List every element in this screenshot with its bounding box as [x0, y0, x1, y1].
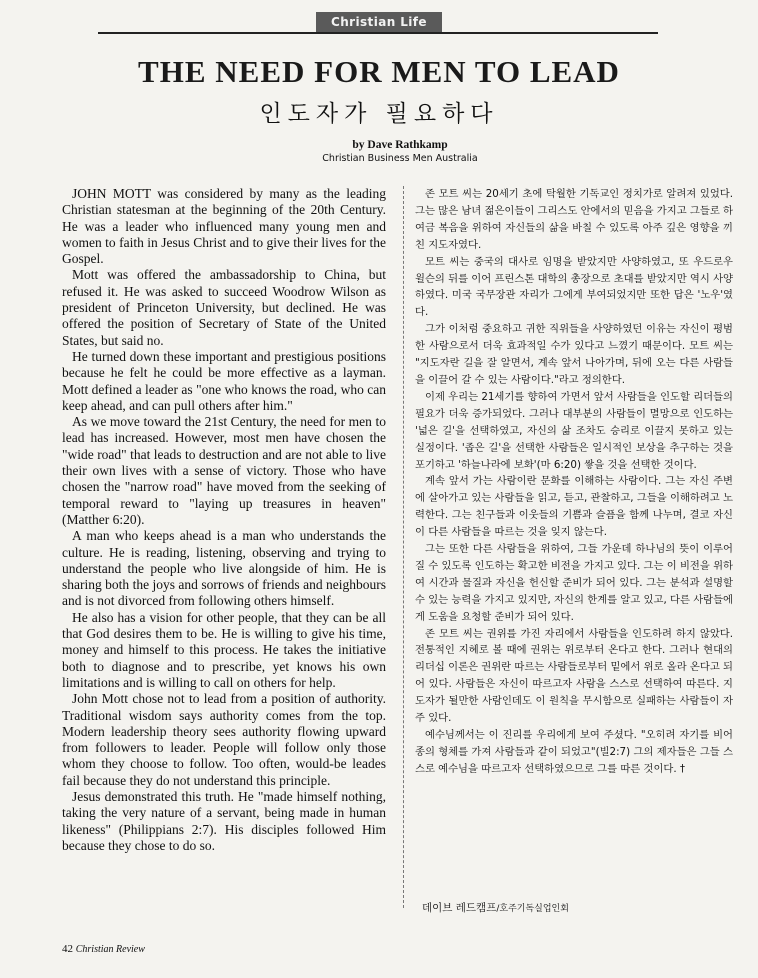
- english-paragraph: He also has a vision for other people, that they can be all that God desires them to be. He is willing to give his time, money and himself to this process. He takes the initiative both to diagnose and to prescribe, yet knows his own limitations and is willing to call on others for help.: [62, 609, 386, 690]
- english-paragraph: Mott was offered the ambassadorship to China, but refused it. He was asked to succeed Woodrow Wilson as president of Princeton University, but declined. He was offered the position of Secretary of State of the United States, but said no.: [62, 267, 386, 348]
- signature-organization: /호주기독실업인회: [496, 904, 569, 914]
- article-title-korean: 인도자가 필요하다: [259, 101, 499, 127]
- signature-name: 데이브 레드캠프: [422, 902, 497, 914]
- korean-paragraph: 모트 씨는 중국의 대사로 임명을 받았지만 사양하였고, 또 우드로우 윌슨의 뒤를 이어 프린스톤 대학의 총장으로 초대를 받았지만 역시 사양하였다. 미국 국무장관 자리가 그에게 부여되었지만 또한 답은 '노우'였다.: [415, 255, 733, 319]
- section-label: Christian Life: [316, 12, 442, 32]
- korean-paragraph: 존 모트 씨는 20세기 초에 탁월한 기독교인 정치가로 알려져 있었다. 그는 많은 남녀 젊은이들이 그리스도 안에서의 믿음을 가지고 그들로 하여금 복음을 위하여 자신들의 삶을 바칠 수 있도록 아주 깊은 영향을 끼친 지도자였다.: [415, 188, 733, 251]
- publication-name: Christian Review: [75, 944, 145, 955]
- korean-paragraph: 예수님께서는 이 진리를 우리에게 보여 주셨다. "오히려 자기를 비어 종의 형체를 가져 사람들과 같이 되었고"(빌2:7) 그의 제자들은 그들 스스로 예수님을 따르고자 선택하였으므로 그를 따른 것이다. †: [415, 729, 733, 775]
- korean-paragraph: 이제 우리는 21세기를 향하여 가면서 앞서 사람들을 인도할 리더들의 필요가 더욱 증가되었다. 그러나 대부분의 사람들이 멸망으로 인도하는 '넓은 길'을 선택하였고, 자신의 삶 조차도 승리로 이끌지 못하고 있는 실정이다. '좁은 길'을 선택한 사람들은 일시적인 보상을 추구하는 것을 포기하고 '하늘나라에 보화'(마 6:20) 쌓을 것을 선택한 것이다.: [415, 390, 733, 471]
- english-column: [62, 186, 386, 854]
- korean-paragraph: 그는 또한 다른 사람들을 위하여, 그들 가운데 하나님의 뜻이 이루어 질 수 있도록 인도하는 확고한 비전을 가지고 있다. 그는 이 비전을 위하여 시간과 물질과 자신을 헌신할 준비가 되어 있다. 그는 분석과 설명할 수 있는 능력을 가지고 있지만, 자신의 한계를 알고 있고, 다른 사람들에게 도움을 요청할 준비가 되어 있다.: [415, 543, 733, 623]
- byline: by Dave Rathkamp: [352, 139, 448, 151]
- korean-column: [415, 186, 733, 778]
- korean-paragraph: 계속 앞서 가는 사람이란 문화를 이해하는 사람이다. 그는 자신 주변에 살아가고 있는 사람들을 읽고, 듣고, 관찰하고, 그들을 이해하려고 노력한다. 그는 친구들과 이웃들의 기쁨과 슬픔을 함께 나누며, 결코 자신이 다른 사람들을 따르는 것을 잊지 않는다.: [415, 475, 733, 539]
- korean-paragraph: 그가 이처럼 중요하고 귀한 직위들을 사양하였던 이유는 자신이 평범한 사람으로서 더욱 효과적일 수가 있다고 느꼈기 때문이다. 모트 씨는 "지도자란 길을 잘 알면서, 계속 앞서 나아가며, 뒤에 오는 다른 사람들을 이끌어 갈 수 있는 사람이다."라고 정의한다.: [415, 323, 733, 386]
- english-paragraph: He turned down these important and prestigious positions because he felt he could be more effective as a layman. Mott defined a leader as "one who knows the road, who can keep ahead, and can pull others after him.": [62, 348, 386, 413]
- page-footer: [62, 943, 145, 955]
- article-title: THE NEED FOR MEN TO LEAD: [138, 54, 620, 89]
- english-paragraph: JOHN MOTT was considered by many as the leading Christian statesman at the beginning of the 20th Century. He was a leader who influenced many young men and women to faith in Jesus Christ and to give their lives for the Gospel.: [62, 186, 386, 267]
- column-divider: [403, 186, 404, 908]
- english-paragraph: As we move toward the 21st Century, the need for men to lead has increased. However, most men have chosen the "wide road" that leads to destruction and are not able to live their own lives with a sense of victory. Those who have chosen the "narrow road" have moved from the seeking of temporal reward to "laying up treasures in heaven" (Matther 6:20).: [62, 414, 386, 527]
- header-rule: [98, 32, 658, 34]
- korean-paragraph: 존 모트 씨는 권위를 가진 자리에서 사람들을 인도하려 하지 않았다. 전통적인 지혜로 볼 때에 권위는 위로부터 온다고 한다. 그러나 현대의 리더십 이론은 권위란 따르는 사람들로부터 밑에서 위로 올라 온다고 되어 있다. 사람들은 자신이 따르고자 사람을 스스로 선택하여 따른다. 지도자가 될만한 사람인데도 이 원칙을 무시함으로 실패하는 사람들이 자주 있다.: [415, 627, 733, 725]
- korean-signature: [422, 900, 742, 915]
- page-number: 42: [62, 943, 73, 955]
- english-paragraph: Jesus demonstrated this truth. He "made himself nothing, taking the very nature of a servant, being made in human likeness" (Philippians 2:7). His disciples followed Him because they chose to do so.: [62, 788, 386, 853]
- author-organization: Christian Business Men Australia: [322, 153, 478, 164]
- english-paragraph: John Mott chose not to lead from a position of authority. Traditional wisdom says authority comes from the top. Modern leadership theory sees authority flowing upward from followers to leader. People will follow only those whom they choose to follow. Too often, would-be leades fail because they do not understand this principle.: [62, 691, 386, 788]
- english-paragraph: A man who keeps ahead is a man who understands the culture. He is reading, listening, observing and trying to understand the people who live alongside of him. He is sharing both the joys and sorrows of friends and neighbours and is not divorced from following others himself.: [62, 528, 386, 609]
